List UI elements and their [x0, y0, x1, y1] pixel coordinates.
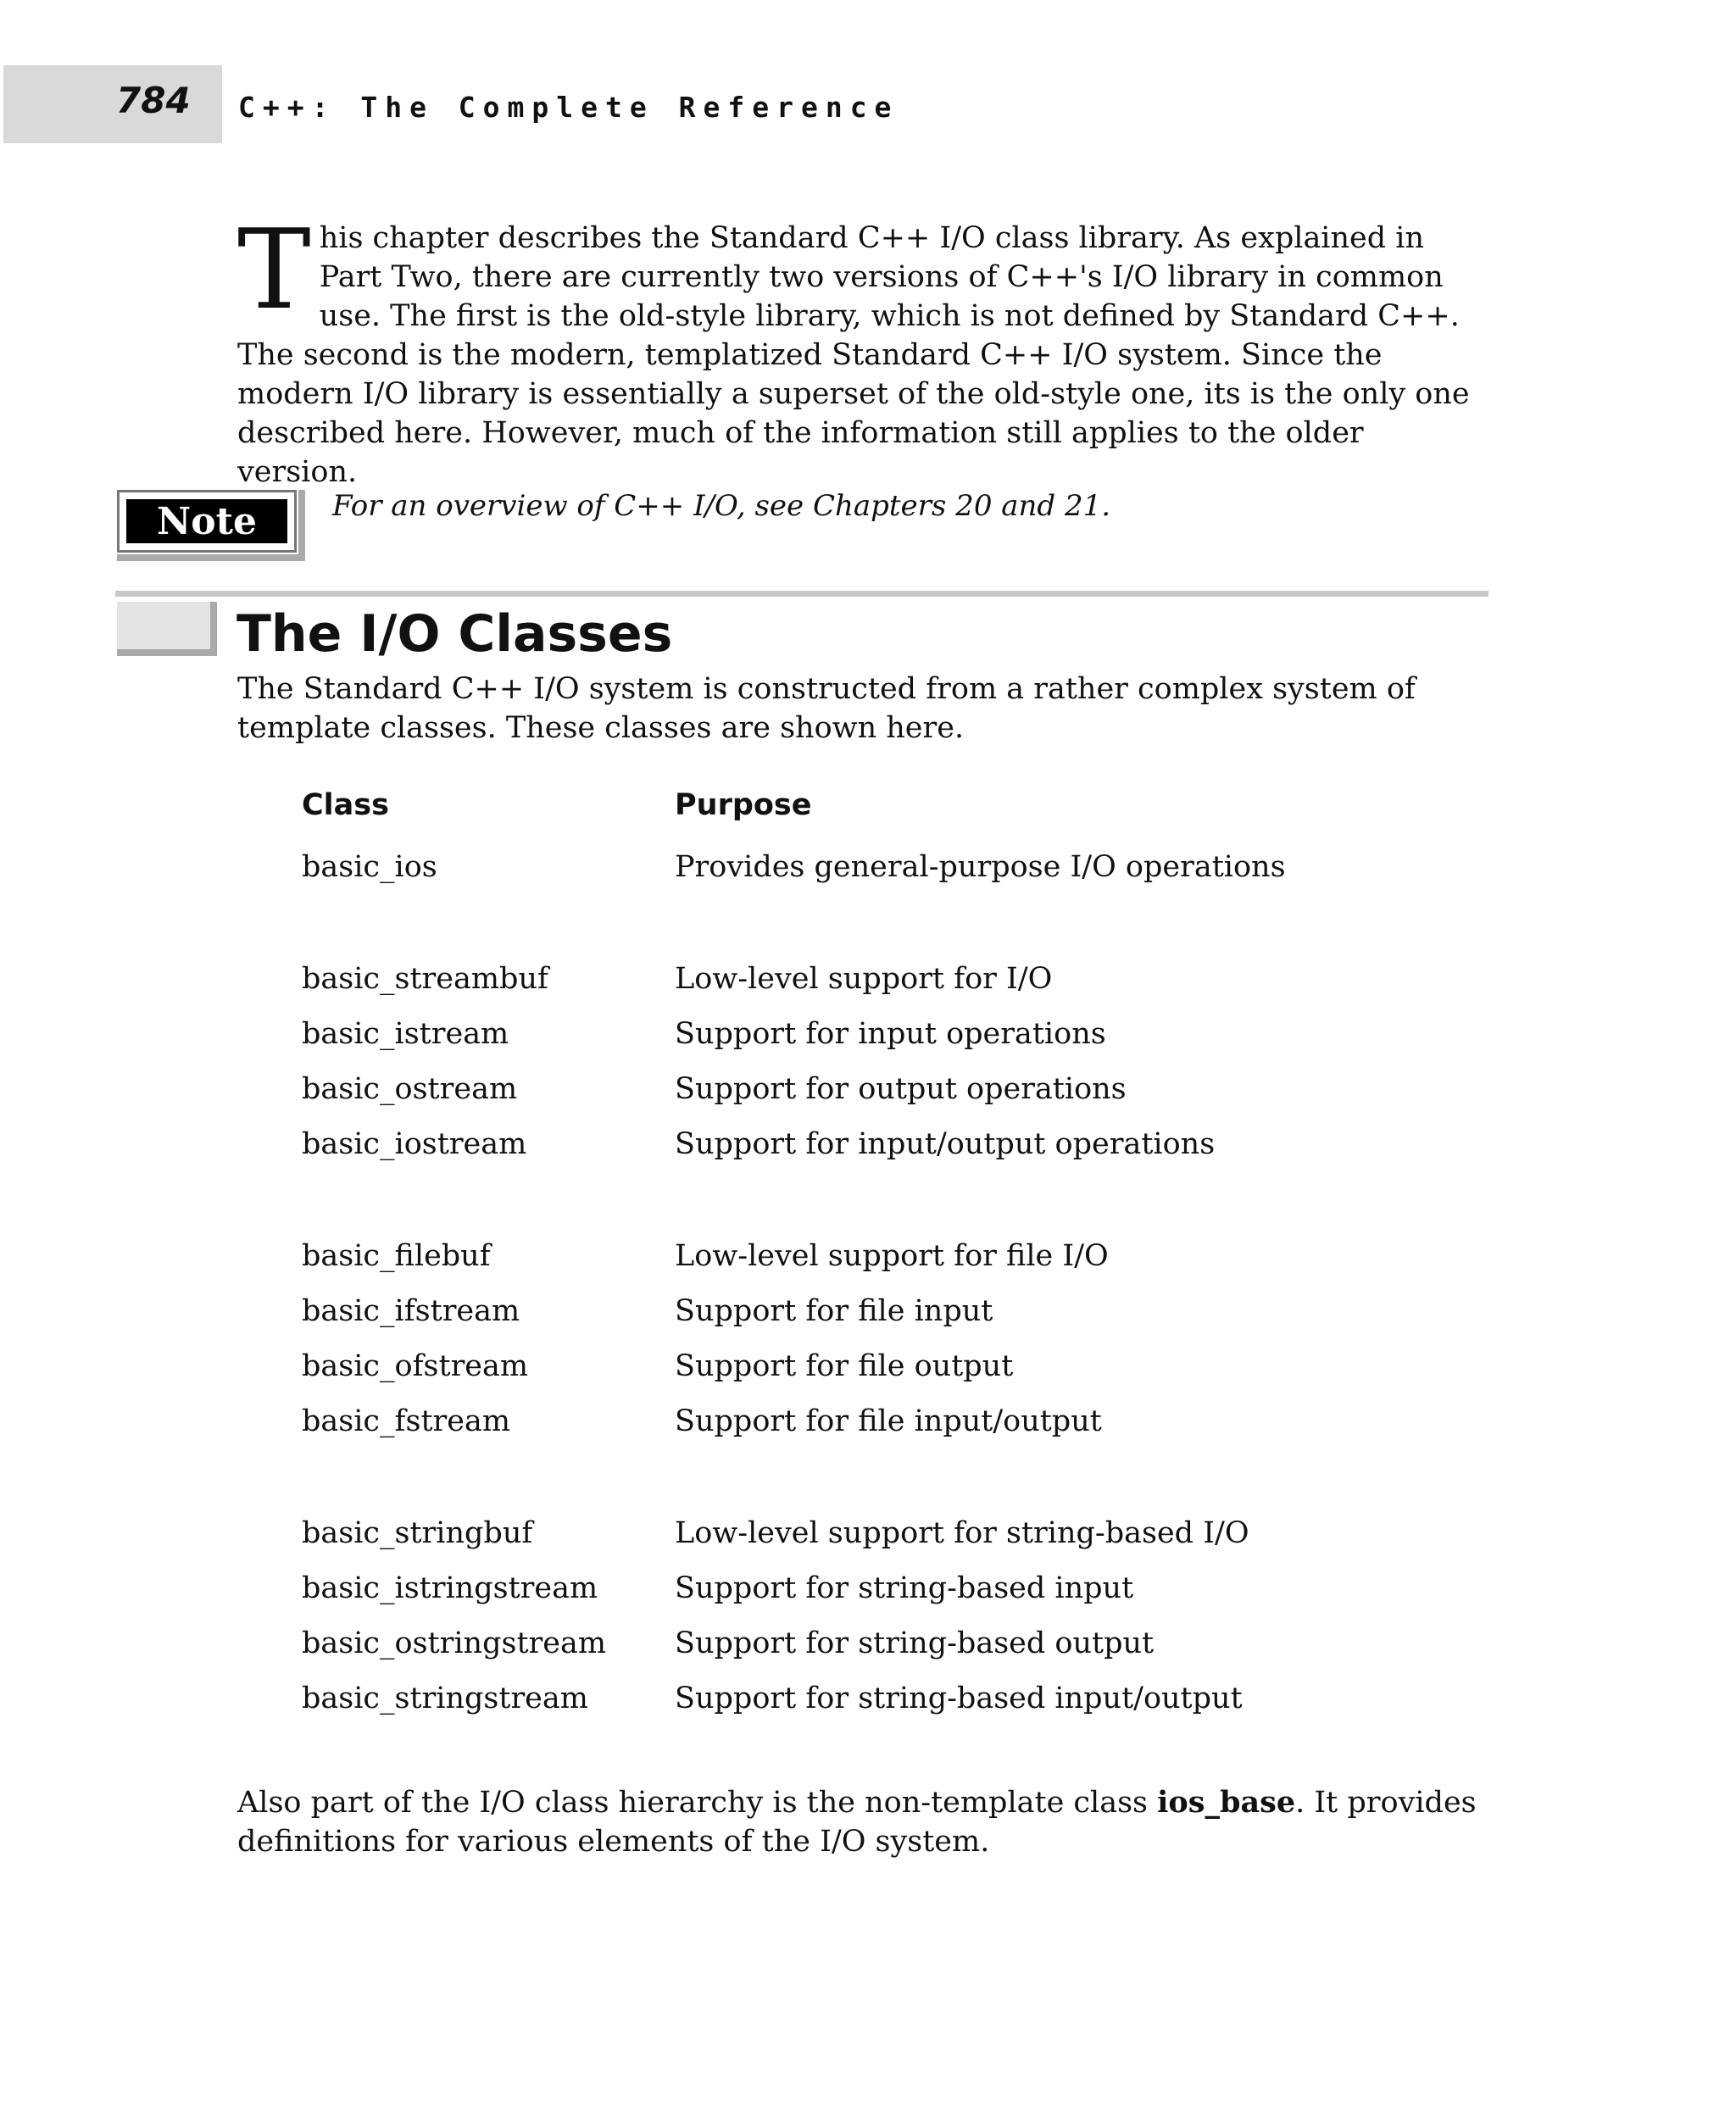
column-header-purpose: Purpose: [675, 788, 812, 822]
class-purpose: Support for file input: [675, 1293, 993, 1328]
class-name: basic_istringstream: [302, 1571, 598, 1605]
class-purpose: Support for file input/output: [675, 1404, 1102, 1438]
section-marker: [117, 602, 217, 656]
table-row: [302, 1671, 1404, 1726]
class-name: basic_ofstream: [302, 1348, 529, 1383]
class-name: basic_ios: [302, 849, 437, 884]
table-row: [302, 1560, 1404, 1615]
note-badge-frame: [117, 490, 297, 553]
page-number: 784: [116, 80, 191, 121]
class-name: basic_iostream: [302, 1126, 527, 1161]
class-purpose: Support for string-based input/output: [675, 1681, 1243, 1715]
class-name: basic_filebuf: [302, 1238, 491, 1273]
table-row: [302, 1228, 1404, 1283]
class-name: basic_ifstream: [302, 1293, 520, 1328]
class-name: basic_stringstream: [302, 1681, 588, 1715]
table-row: [302, 1615, 1404, 1671]
class-name: basic_ostringstream: [302, 1626, 607, 1660]
table-row: [302, 1393, 1404, 1448]
intro-text: his chapter describes the Standard C++ I/O class library. As explained in Part Two, there are currently two versions of C++'s I/O library in common use. The first is the old-style library, which is not defined by Standard C++. The second is the modern, templatized Standard C++ I/O system. Since the modern I/O library is essentially a superset of the old-style one, its is the only one described here. However, much of the information still applies to the older version.: [237, 221, 1470, 489]
class-name: basic_streambuf: [302, 961, 548, 996]
class-purpose: Support for input operations: [675, 1016, 1106, 1051]
section-divider: [115, 591, 1488, 597]
running-title: C++: The Complete Reference: [238, 91, 899, 124]
table-row: [302, 1116, 1404, 1171]
column-header-class: Class: [302, 788, 389, 822]
class-purpose: Low-level support for string-based I/O: [675, 1515, 1249, 1550]
note-text: For an overview of C++ I/O, see Chapters 20 and 21.: [332, 489, 1111, 523]
class-purpose: Low-level support for I/O: [675, 961, 1053, 996]
class-name: basic_fstream: [302, 1404, 511, 1438]
note-badge: [117, 490, 305, 561]
table-row: [302, 1006, 1404, 1061]
class-purpose: Low-level support for file I/O: [675, 1238, 1109, 1273]
table-row: [302, 951, 1404, 1006]
table-row: [302, 839, 1404, 894]
intro-paragraph: [237, 205, 1483, 492]
class-purpose: Provides general-purpose I/O operations: [675, 849, 1286, 884]
note-label: Note: [126, 499, 287, 543]
closing-paragraph: [237, 1783, 1492, 1861]
class-name: basic_stringbuf: [302, 1515, 533, 1550]
class-purpose: Support for string-based output: [675, 1626, 1155, 1660]
closing-text-start: Also part of the I/O class hierarchy is the non-template class: [237, 1786, 1158, 1820]
class-name: basic_ostream: [302, 1071, 518, 1106]
drop-cap: T: [237, 205, 311, 334]
table-spacer: [302, 894, 1404, 951]
class-purpose: Support for input/output operations: [675, 1126, 1216, 1161]
table-row: [302, 1283, 1404, 1338]
table-row: [302, 1061, 1404, 1116]
ios-base-term: ios_base: [1157, 1785, 1296, 1820]
section-title: The I/O Classes: [236, 604, 673, 664]
closing-text-end: . It provides definitions for various elements of the I/O system.: [237, 1786, 1477, 1859]
io-class-table: [302, 788, 1404, 1726]
table-row: [302, 1338, 1404, 1393]
class-name: basic_istream: [302, 1016, 509, 1051]
table-spacer: [302, 1171, 1404, 1228]
table-header-row: [302, 788, 1404, 839]
section-intro: The Standard C++ I/O system is constructed from a rather complex system of template classes. These classes are shown here.: [237, 672, 1416, 745]
class-purpose: Support for file output: [675, 1348, 1014, 1383]
class-purpose: Support for output operations: [675, 1071, 1127, 1106]
table-spacer: [302, 1448, 1404, 1505]
table-row: [302, 1505, 1404, 1560]
class-purpose: Support for string-based input: [675, 1571, 1134, 1605]
